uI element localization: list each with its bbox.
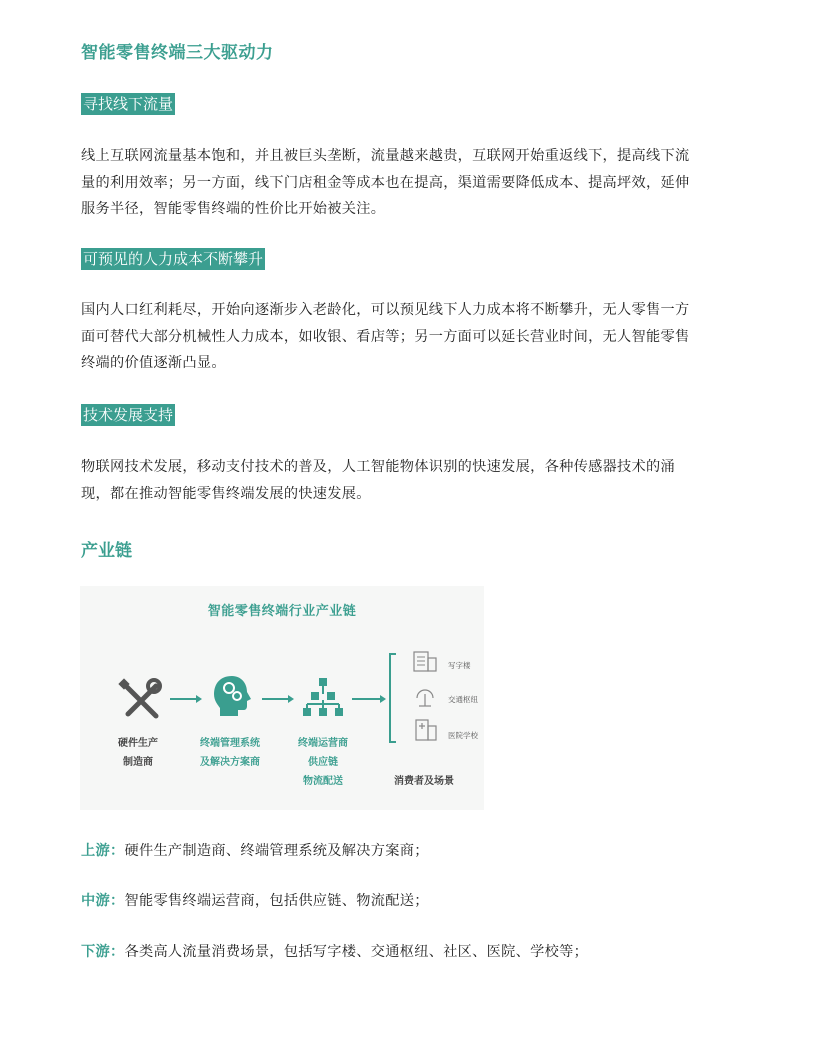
label-line: 制造商 <box>123 757 153 768</box>
hospital-icon <box>414 718 438 742</box>
section-heading-traffic: 寻找线下流量 <box>83 95 174 113</box>
figure-title: 智能零售终端行业产业链 <box>207 604 357 619</box>
transit-icon <box>414 684 436 708</box>
page-title: 智能零售终端三大驱动力 <box>81 43 274 63</box>
text-line: 服务半径，智能零售终端的性价比开始被关注。 <box>81 201 386 217</box>
tools-icon <box>118 678 162 722</box>
scene-label: 交通枢纽 <box>448 695 478 704</box>
operator-label <box>292 734 354 791</box>
section-paragraph-traffic <box>81 143 741 223</box>
stream-key: 上游： <box>81 843 125 859</box>
label-line: 供应链 <box>308 757 338 768</box>
text-line: 量的利用效率；另一方面，线下门店租金等成本也在提高，渠道需要降低成本、提高坪效，延伸 <box>81 174 690 191</box>
stream-text: 各类高人流量消费场景，包括写字楼、交通枢纽、社区、医院、学校等； <box>124 944 589 960</box>
bracket-icon <box>386 652 398 744</box>
text-line: 国内人口红利耗尽，开始向逐渐步入老龄化，可以预见线下人力成本将不断攀升，无人零售一方 <box>81 302 690 318</box>
label-line: 及解决方案商 <box>200 757 260 768</box>
section-heading-technology: 技术发展支持 <box>83 406 174 424</box>
section-paragraph-labor-cost <box>81 297 741 377</box>
consumer-label: 消费者及场景 <box>394 776 454 787</box>
text-line: 物联网技术发展，移动支付技术的普及，人工智能物体识别的快速发展，各种传感器技术的涌 <box>81 459 675 475</box>
arrow-icon <box>352 694 386 704</box>
midstream-line <box>81 890 429 910</box>
section-heading-labor-cost: 可预见的人力成本不断攀升 <box>83 250 264 268</box>
scene-label: 医院学校 <box>448 731 478 740</box>
office-building-icon <box>412 650 438 672</box>
arrow-icon <box>262 694 294 704</box>
label-line: 物流配送 <box>303 776 343 787</box>
text-line: 现，都在推动智能零售终端发展的快速发展。 <box>81 485 371 502</box>
network-icon <box>302 678 344 716</box>
label-line: 终端管理系统 <box>200 738 260 749</box>
label-line: 硬件生产 <box>118 738 158 749</box>
upstream-line <box>81 840 429 860</box>
section-paragraph-technology <box>81 454 741 507</box>
text-line: 线上互联网流量基本饱和，并且被巨头垄断，流量越来越贵，互联网开始重返线下，提高线下流 <box>81 148 690 164</box>
scene-label: 写字楼 <box>448 661 471 670</box>
hardware-label <box>110 734 166 772</box>
management-label <box>194 734 266 772</box>
label-line: 终端运营商 <box>298 738 348 749</box>
stream-text: 智能零售终端运营商，包括供应链、物流配送； <box>124 893 429 909</box>
chain-heading: 产业链 <box>81 541 132 561</box>
stream-key: 下游： <box>81 944 125 960</box>
stream-key: 中游： <box>81 893 125 909</box>
stream-text: 硬件生产制造商、终端管理系统及解决方案商； <box>124 843 429 859</box>
ai-head-icon <box>212 674 252 718</box>
arrow-icon <box>170 694 202 704</box>
industry-chain-figure <box>80 586 484 810</box>
text-line: 终端的价值逐渐凸显。 <box>81 355 226 371</box>
text-line: 面可替代大部分机械性人力成本，如收银、看店等；另一方面可以延长营业时间，无人智能零售 <box>81 328 690 345</box>
downstream-line <box>81 941 588 961</box>
